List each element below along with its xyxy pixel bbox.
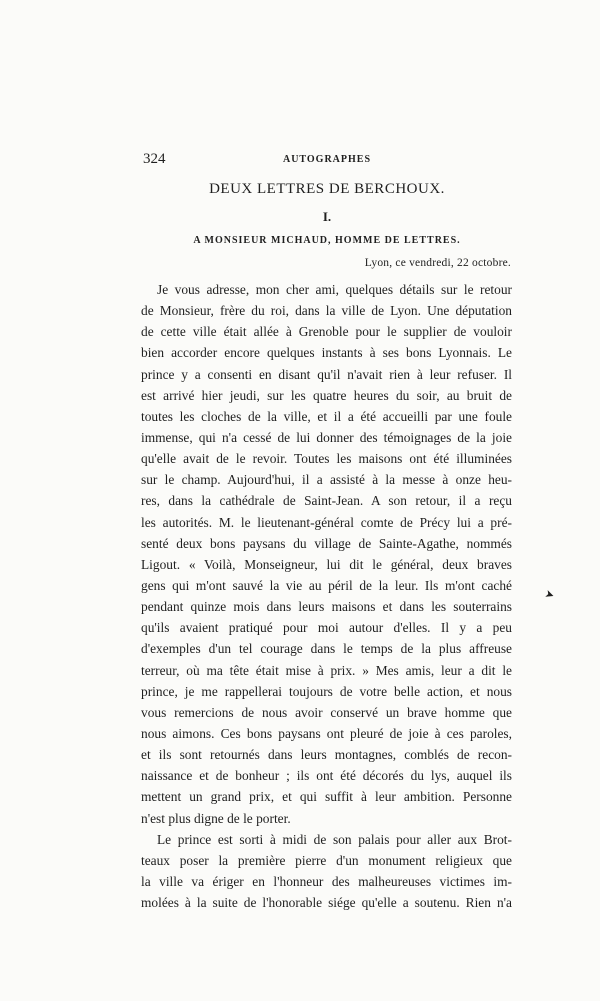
body-line: gens qui m'ont sauvé la vie au péril de la leur. Ils m'ont caché — [141, 577, 512, 593]
body-line: Ligout. « Voilà, Monseigneur, lui dit le général, deux braves — [141, 556, 512, 572]
body-line: res, dans la cathédrale de Saint-Jean. A son retour, il a reçu — [141, 493, 512, 509]
body-line: d'exemples d'un tel courage dans le temps de la plus affreuse — [141, 641, 512, 657]
body-line: Le prince est sorti à midi de son palais pour aller aux Brot- — [157, 831, 512, 847]
letter-addressee: A MONSIEUR MICHAUD, HOMME DE LETTRES. — [193, 235, 461, 246]
body-line: de Monsieur, frère du roi, dans la ville de Lyon. Une députation — [141, 303, 512, 319]
body-line: qu'ils avaient pratiqué pour moi autour d'elles. Il y a peu — [141, 620, 512, 636]
body-line: prince, je me rappellerai toujours de votre belle action, et nous — [141, 683, 512, 699]
body-line: qu'elle avait de le revoir. Toutes les maisons ont été illuminées — [141, 451, 512, 467]
body-line: senté deux bons paysans du village de Sainte-Agathe, nommés — [141, 535, 512, 551]
body-line: naissance et de bonheur ; ils ont été décorés du lys, auquel ils — [141, 768, 512, 784]
body-line: toutes les cloches de la ville, et il a été accueilli par une foule — [141, 408, 512, 424]
body-line: est arrivé hier jeudi, sur les quatre heures du soir, au bruit de — [141, 387, 512, 403]
body-line: de cette ville était allée à Grenoble pour le supplier de vouloir — [141, 324, 512, 340]
body-line: n'est plus digne de le porter. — [141, 810, 291, 826]
body-line: la ville va ériger en l'honneur des malheureuses victimes im- — [141, 873, 512, 889]
letter-body — [141, 279, 512, 913]
body-line: teaux poser la première pierre d'un monument religieux que — [141, 852, 512, 868]
article-title: DEUX LETTRES DE BERCHOUX. — [209, 181, 445, 197]
letter-dateline: Lyon, ce vendredi, 22 octobre. — [364, 257, 511, 269]
body-line: Je vous adresse, mon cher ami, quelques détails sur le retour — [157, 282, 512, 297]
body-line: et ils sont retournés dans leurs montagnes, comblés de recon- — [141, 747, 512, 763]
margin-arrow-mark: ➤ — [543, 587, 556, 603]
body-line: molées à la suite de l'honorable siége qu'elle a soutenu. Rien n'a — [141, 895, 512, 911]
letter-number: I. — [322, 209, 332, 224]
body-line: sur le champ. Aujourd'hui, il a assisté à la messe à onze heu- — [141, 472, 512, 488]
body-line: mettent un grand prix, et qui suffit à leur ambition. Personne — [141, 789, 512, 805]
page-number: 324 — [143, 151, 166, 167]
running-head — [143, 151, 511, 171]
body-line: immense, qui n'a cessé de lui donner des témoignages de la joie — [141, 429, 512, 445]
body-line: bien accorder encore quelques instants à ses bons Lyonnais. Le — [141, 345, 512, 361]
body-line: prince y a consenti en disant qu'il n'avait rien à leur refuser. Il — [141, 366, 512, 382]
running-title: AUTOGRAPHES — [282, 154, 372, 165]
body-line: terreur, où ma tête était mise à prix. » Mes amis, leur a dit le — [141, 662, 512, 678]
body-line: les autorités. M. le lieutenant-général comte de Précy lui a pré- — [141, 514, 512, 530]
body-line: nous aimons. Ces bons paysans ont pleuré de joie à ces paroles, — [141, 725, 512, 741]
body-line: pendant quinze mois dans leurs maisons et dans les souterrains — [141, 599, 512, 615]
body-line: vous remercions de nous avoir conservé un brave homme que — [141, 704, 512, 720]
